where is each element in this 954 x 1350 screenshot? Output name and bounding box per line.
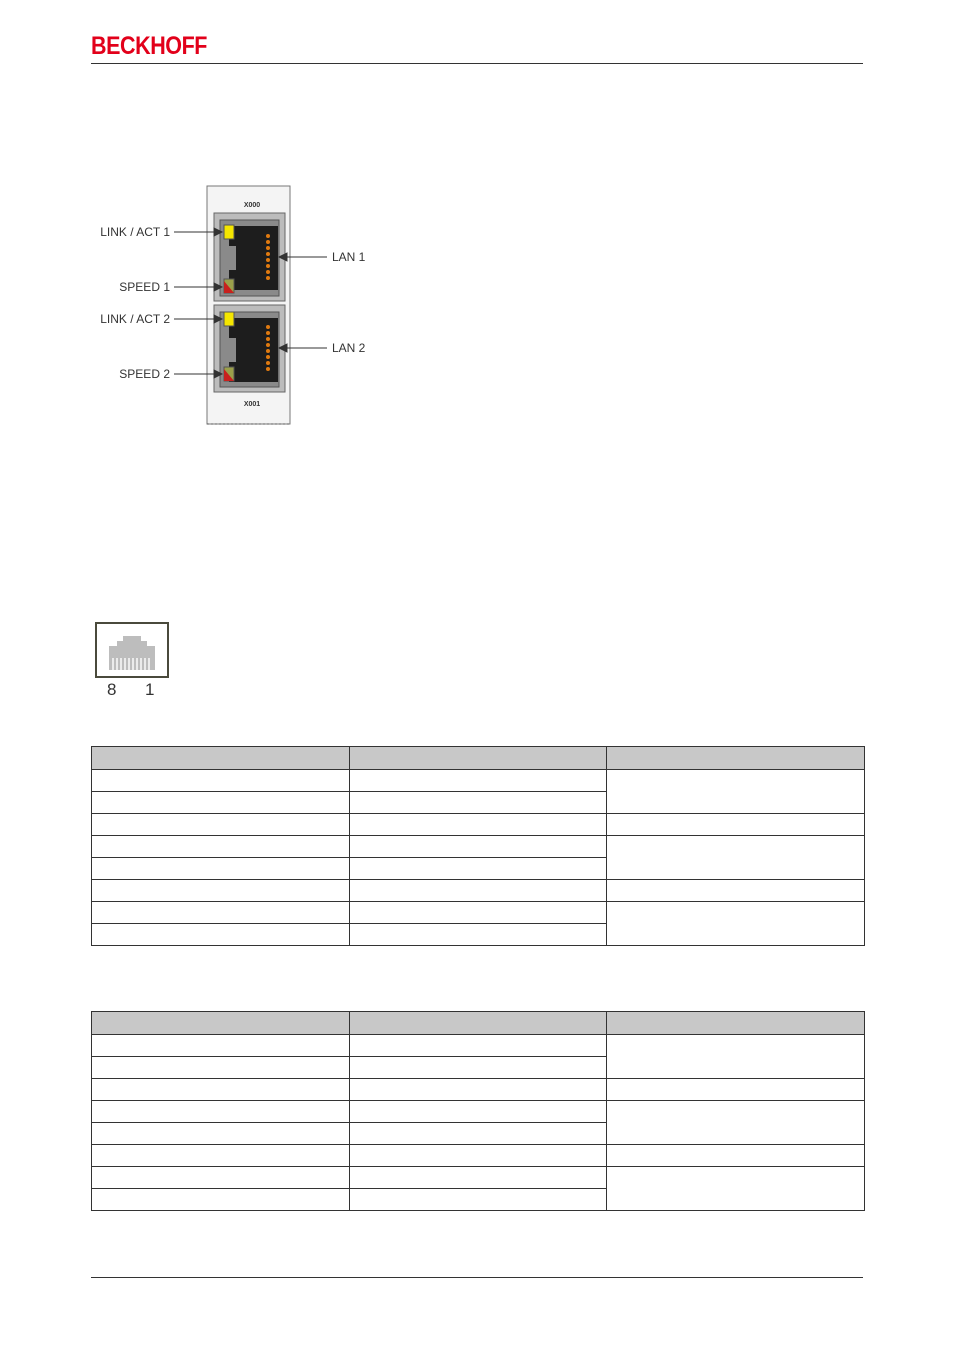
table-row [92,1079,865,1101]
table-row [92,1101,865,1123]
speed-1-led [224,279,234,293]
table-row [92,1167,865,1189]
table-header-row [92,747,865,770]
link-act-1-led [224,225,234,239]
table-row [92,1035,865,1057]
table-row [92,1145,865,1167]
pin-assignment-table-2 [91,1011,865,1211]
port-label-x000: X000 [243,202,261,209]
lan-1-socket [214,213,285,301]
lan-2-socket [214,305,285,392]
callout-link-act-2: LINK / ACT 2 [100,312,170,326]
pin-assignment-table-1 [91,746,865,946]
callout-link-act-1: LINK / ACT 1 [100,225,170,239]
callout-lan-2: LAN 2 [332,341,366,355]
table-row [92,770,865,792]
callout-lan-1: LAN 1 [332,250,366,264]
link-act-2-led [224,312,234,326]
pin-label-8: 8 [107,680,117,699]
port-label-x001: X001 [243,401,261,408]
table-row [92,814,865,836]
rj45-connector-icon [95,622,169,678]
table-header-row [92,1012,865,1035]
callout-speed-2: SPEED 2 [119,367,170,381]
table-row [92,902,865,924]
callout-speed-1: SPEED 1 [119,280,170,294]
table-row [92,880,865,902]
speed-2-led [224,367,234,381]
beckhoff-logo: BECKHOFF [91,32,208,60]
table-row [92,836,865,858]
pin-label-1: 1 [145,680,155,699]
footer-rule [91,1277,863,1278]
